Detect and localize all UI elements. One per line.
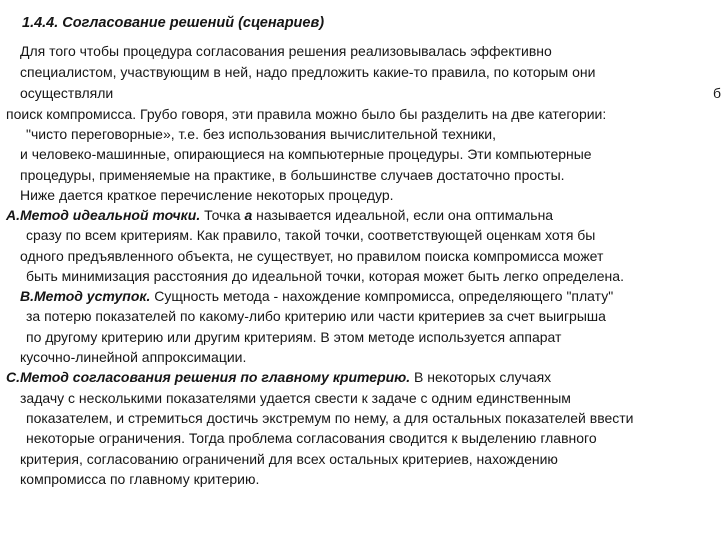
paragraph-line: Ниже дается краткое перечисление некоторых процедур. xyxy=(20,187,394,203)
method-a-text: называется идеальной, если она оптимальна xyxy=(252,207,554,223)
paragraph-line: процедуры, применяемые на практике, в большинстве случаев достаточно просты. xyxy=(20,167,565,183)
paragraph-line: показателем, и стремиться достичь экстремум по нему, а для остальных показателей ввести xyxy=(26,410,634,426)
paragraph-line: специалистом, участвующим в ней, надо предложить какие-то правила, по которым они xyxy=(20,64,596,80)
paragraph-line: осуществляли xyxy=(20,85,114,101)
paragraph-line: "чисто переговорные», т.е. без использования вычислительной техники, xyxy=(26,126,496,142)
paragraph-line: поиск компромисса. Грубо говоря, эти правила можно было бы разделить на две категории: xyxy=(6,106,607,122)
section-title: 1.4.4. Согласование решений (сценариев) xyxy=(22,15,325,31)
paragraph-line: некоторые ограничения. Тогда проблема согласования сводится к выделению главного xyxy=(26,430,597,446)
method-c-first-line xyxy=(6,368,551,386)
method-a-point: а xyxy=(244,207,253,223)
paragraph-line: быть минимизация расстояния до идеальной точки, которая может быть легко определена. xyxy=(26,268,624,284)
method-b-text: Сущность метода - нахождение компромисса, определяющего "плату" xyxy=(150,288,614,304)
method-c-text: В некоторых случаях xyxy=(410,369,552,385)
paragraph-line: кусочно-линейной аппроксимации. xyxy=(20,349,247,365)
paragraph-line: компромисса по главному критерию. xyxy=(20,471,260,487)
paragraph-line: сразу по всем критериям. Как правило, такой точки, соответствующей оценкам хотя бы xyxy=(26,227,596,243)
paragraph-line: Для того чтобы процедура согласования решения реализовывалась эффективно xyxy=(20,43,552,59)
paragraph-line: одного предъявленного объекта, не существует, но правилом поиска компромисса может xyxy=(20,248,604,264)
method-a-text: Точка xyxy=(200,207,245,223)
paragraph-line: критерия, согласованию ограничений для всех остальных критериев, нахождению xyxy=(20,451,558,467)
paragraph-line: и человеко-машинные, опирающиеся на компьютерные процедуры. Эти компьютерные xyxy=(20,146,592,162)
method-a-first-line xyxy=(6,206,553,224)
method-c-heading: С.Метод согласования решения по главному критерию. xyxy=(6,369,411,385)
paragraph-line: по другому критерию или другим критериям. В этом методе используется аппарат xyxy=(26,329,562,345)
method-b-heading: B.Метод уступок. xyxy=(20,288,151,304)
paragraph-line: задачу с несколькими показателями удается свести к задаче с одним единственным xyxy=(20,390,571,406)
method-a-heading: А.Метод идеальной точки. xyxy=(6,207,201,223)
clipped-fragment: б xyxy=(713,85,721,101)
paragraph-line: за потерю показателей по какому-либо критерию или части критериев за счет выигрыша xyxy=(26,308,606,324)
method-b-first-line xyxy=(20,287,613,305)
